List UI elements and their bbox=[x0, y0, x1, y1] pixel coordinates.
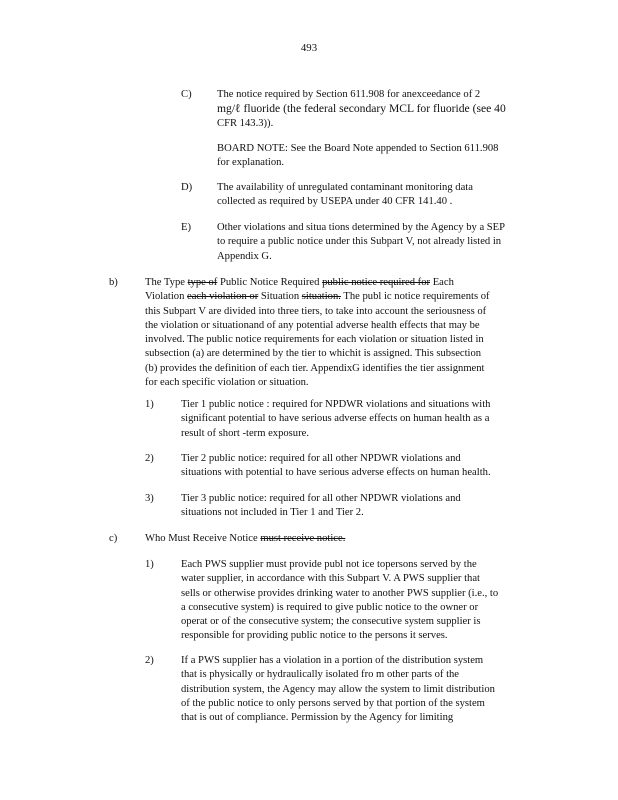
tier-1-line-2: significant potential to have serious adverse effects on human health as a bbox=[181, 413, 490, 425]
item-d-label: D) bbox=[181, 182, 193, 193]
c1-line-1: Each PWS supplier must provide publ not ice topersons served by the bbox=[181, 559, 477, 570]
c2-line-5: that is out of compliance. Permission by the Agency for limiting bbox=[181, 712, 454, 724]
subsection-b-line-2: Violation each violation or Situation situation. The publ ic notice requirements of bbox=[145, 291, 490, 303]
tier-2-label: 2) bbox=[145, 453, 154, 464]
subsection-b-text bbox=[145, 276, 537, 390]
c1-line-3: sells or otherwise provides drinking water to another PWS supplier (i.e., to bbox=[181, 587, 499, 599]
tier-1-text bbox=[181, 398, 533, 441]
tier-1-line-1: Tier 1 public notice : required for NPDWR violations and situations with bbox=[181, 399, 491, 410]
item-c-text bbox=[217, 88, 517, 131]
item-e-label: E) bbox=[181, 222, 191, 233]
item-e-line-3: Appendix G. bbox=[217, 250, 272, 262]
item-d-line-1: The availability of unregulated contaminant monitoring data bbox=[217, 182, 473, 193]
item-e-line-1: Other violations and situa tions determined by the Agency by a SEP bbox=[217, 222, 506, 233]
item-d-text bbox=[217, 181, 517, 210]
subsection-b-line-5: involved. The public notice requirements for each violation or situation listed in bbox=[145, 334, 484, 346]
c1-line-5: operat or of the consecutive system; the consecutive system supplier is bbox=[181, 616, 481, 628]
c2-line-2: that is physically or hydraulically isolated fro m other parts of the bbox=[181, 669, 460, 681]
c1-line-2: water supplier, in accordance with this Subpart V. A PWS supplier that bbox=[181, 573, 480, 585]
board-note-line-1: BOARD NOTE: See the Board Note appended to Section 611.908 bbox=[217, 143, 499, 154]
tier-3-text bbox=[181, 492, 499, 521]
subsection-b-line-3: this Subpart V are divided into three tiers, to take into account the seriousness of bbox=[145, 305, 487, 317]
item-c-line-3: CFR 143.3)). bbox=[217, 117, 274, 129]
item-c-line-2: mg/ℓ fluoride (the federal secondary MCL for fluoride (see 40 bbox=[217, 102, 506, 116]
subsection-b-line-4: the violation or situationand of any potential adverse health effects that may be bbox=[145, 319, 480, 331]
c2-line-3: distribution system, the Agency may allow the system to limit distribution bbox=[181, 683, 495, 695]
c1-line-4: a consecutive system) is required to give public notice to the owner or bbox=[181, 601, 479, 613]
c2-line-1: If a PWS supplier has a violation in a portion of the distribution system bbox=[181, 655, 484, 666]
board-note bbox=[217, 142, 535, 171]
board-note-line-2: for explanation. bbox=[217, 157, 285, 169]
subsection-c1-label: 1) bbox=[145, 559, 154, 570]
tier-3-line-2: situations not included in Tier 1 and Tier 2. bbox=[181, 507, 364, 519]
c1-line-6: responsible for providing public notice to the persons it serves. bbox=[181, 630, 448, 642]
tier-2-text bbox=[181, 452, 529, 481]
subsection-b-line-7: (b) provides the definition of each tier. AppendixG identifies the tier assignment bbox=[145, 362, 485, 374]
subsection-b-line-6: subsection (a) are determined by the tier to whichit is assigned. This subsection bbox=[145, 348, 482, 360]
subsection-b-line-1: The Type type of Public Notice Required public notice required for Each bbox=[145, 277, 454, 288]
item-e-text bbox=[217, 221, 543, 264]
tier-3-label: 3) bbox=[145, 493, 154, 504]
subsection-b-line-8: for each specific violation or situation. bbox=[145, 377, 309, 389]
subsection-c-label: c) bbox=[109, 533, 118, 544]
subsection-b-label: b) bbox=[109, 277, 118, 288]
item-c-line-1: The notice required by Section 611.908 for anexceedance of 2 bbox=[217, 89, 481, 100]
c2-line-4: of the public notice to only persons served by that portion of the system bbox=[181, 697, 485, 709]
subsection-c2-text bbox=[181, 654, 533, 725]
tier-3-line-1: Tier 3 public notice: required for all other NPDWR violations and bbox=[181, 493, 461, 504]
subsection-c2-label: 2) bbox=[145, 655, 154, 666]
page-number: 493 bbox=[300, 42, 318, 54]
tier-2-line-1: Tier 2 public notice: required for all other NPDWR violations and bbox=[181, 453, 461, 464]
subsection-c1-text bbox=[181, 558, 543, 644]
item-c-label: C) bbox=[181, 89, 192, 100]
tier-1-label: 1) bbox=[145, 399, 154, 410]
tier-2-line-2: situations with potential to have serious adverse effects on human health. bbox=[181, 467, 491, 479]
subsection-c-heading: Who Must Receive Notice must receive notice. bbox=[145, 533, 346, 544]
item-d-line-2: collected as required by USEPA under 40 CFR 141.40 . bbox=[217, 196, 453, 208]
tier-1-line-3: result of short -term exposure. bbox=[181, 427, 309, 439]
item-e-line-2: to require a public notice under this Subpart V, not already listed in bbox=[217, 236, 502, 248]
